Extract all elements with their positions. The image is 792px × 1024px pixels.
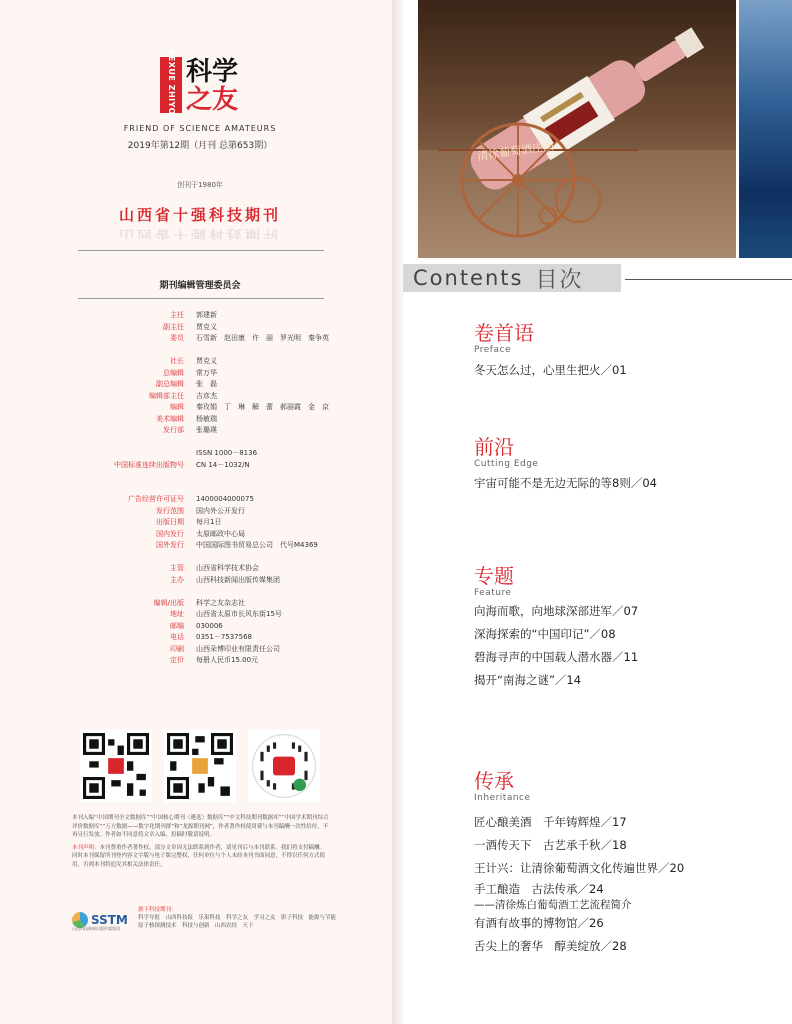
contents-rule xyxy=(625,279,792,280)
qr-code-icon xyxy=(83,733,149,799)
toc-item[interactable]: 匠心酿美酒 千年铸辉煌／17 xyxy=(474,815,627,829)
info-label: 发行范围 xyxy=(156,506,184,515)
info-row xyxy=(60,471,360,483)
info-row xyxy=(60,379,360,391)
info-row xyxy=(60,391,360,403)
page-gutter xyxy=(392,0,404,1024)
info-value: 每月1日 xyxy=(196,518,222,526)
info-row xyxy=(60,345,360,357)
contents-title-zh: 目次 xyxy=(535,267,584,293)
info-row xyxy=(60,586,360,598)
sstm-journals xyxy=(138,906,342,930)
magazine-logo xyxy=(186,58,266,114)
info-value: 1400004000075 xyxy=(196,495,254,503)
info-value: ISSN 1000－8136 xyxy=(196,449,258,457)
section-subtitle: Feature xyxy=(474,588,512,598)
info-label: 主任 xyxy=(170,311,184,319)
info-row xyxy=(60,425,360,437)
info-row xyxy=(60,632,360,644)
info-row xyxy=(60,563,360,575)
info-row xyxy=(60,540,360,552)
info-value: 秦玫娟 丁 琳 解 蕾 郝丽霞 金 京 xyxy=(196,403,329,411)
info-value: 石雪新 赵田康 许 丽 罗光明 秦争英 xyxy=(196,334,329,342)
notice-statement-text: 本刊尊重作者著作权，部分文章因无法联系到作者，请见刊后与本刊联系。我们将支付稿酬。同时本刊保留所刊登内容文字版与电子版完整权，任何单位与个人未经本刊书面同意，不得以任何方式使用，否则本刊将追究其相关法律责任。 xyxy=(72,844,326,868)
toc-item[interactable]: 向海而歌，向地球深部进军／07 xyxy=(474,604,639,618)
section-title: 前沿 xyxy=(474,435,514,459)
info-value: 每册人民币15.00元 xyxy=(196,656,259,664)
toc-item[interactable]: 碧海寻声的中国载人潜水器／11 xyxy=(474,650,639,664)
masthead-panel xyxy=(0,0,392,1024)
info-label: 主办 xyxy=(170,575,184,584)
toc-item[interactable]: 宇宙可能不是无边无际的等8则／04 xyxy=(474,476,657,490)
info-row xyxy=(60,333,360,345)
masthead-info xyxy=(60,310,360,667)
info-value: 常万华 xyxy=(196,368,217,377)
info-row xyxy=(60,448,360,460)
info-label: 邮编 xyxy=(170,621,184,630)
info-row xyxy=(60,460,360,472)
info-label: 国外发行 xyxy=(156,541,184,549)
info-value: 山西科技新闻出版传媒集团 xyxy=(196,575,280,584)
magazine-name-en: FRIEND OF SCIENCE AMATEURS xyxy=(123,124,277,133)
notice-statement-label: 本刊声明： xyxy=(72,844,100,851)
founded-year: 创刊于1980年 xyxy=(177,181,223,189)
info-label: 定价 xyxy=(170,656,184,664)
info-value: 张璐瑛 xyxy=(196,426,217,434)
section-feature xyxy=(474,565,774,692)
section-preface xyxy=(474,322,774,382)
section-subtitle: Preface xyxy=(474,345,511,355)
qr-code-2[interactable] xyxy=(164,730,236,802)
qr-code-icon xyxy=(167,733,233,799)
info-value: 山西省太原市长风东街15号 xyxy=(196,610,282,618)
info-label: 编辑/出版 xyxy=(153,598,184,607)
info-label: 中国标准连续出版物号 xyxy=(114,460,184,469)
info-value: 郭建新 xyxy=(196,311,217,319)
qr-code-1[interactable] xyxy=(80,730,152,802)
section-cutting-edge xyxy=(474,436,774,495)
committee-title: 期刊编辑管理委员会 xyxy=(159,281,241,291)
info-row xyxy=(60,529,360,541)
section-title: 卷首语 xyxy=(474,321,534,345)
info-label: 总编辑 xyxy=(163,368,184,377)
divider xyxy=(78,250,324,251)
info-label: 电话 xyxy=(170,633,184,641)
info-row xyxy=(60,644,360,656)
toc-item[interactable]: 手工酿造 古法传承／24 xyxy=(474,882,604,896)
info-value: CN 14－1032/N xyxy=(196,460,250,469)
info-value: 0351－7537568 xyxy=(196,633,252,641)
toc-item[interactable]: 一酒传天下 古艺承千秋／18 xyxy=(474,838,627,852)
section-title: 传承 xyxy=(474,769,514,793)
issue-number: 2019年第12期（月刊 总第653期） xyxy=(127,141,273,151)
info-value: 山西朵博印业有限责任公司 xyxy=(196,644,280,653)
info-label: 主管 xyxy=(170,564,184,572)
info-label: 副总编辑 xyxy=(156,380,184,388)
info-value: 国内外公开发行 xyxy=(196,506,245,515)
toc-item-subtitle: ——清徐炼白葡萄酒工艺流程简介 xyxy=(474,899,632,911)
toc-item[interactable]: 有酒有故事的博物馆／26 xyxy=(474,916,604,930)
logo-pinyin: KEXUE ZHIYOU xyxy=(166,48,176,122)
section-subtitle: Inheritance xyxy=(474,793,531,803)
logo-line-2: 之友 xyxy=(186,85,239,115)
info-row xyxy=(60,506,360,518)
divider xyxy=(78,298,324,299)
contents-title-en: Contents xyxy=(413,266,524,290)
info-label: 发行部 xyxy=(163,426,184,434)
section-inheritance xyxy=(474,770,774,958)
toc-item[interactable]: 深海探索的“中国印记”／08 xyxy=(474,627,616,641)
sstm-logo-text: SSTM xyxy=(91,913,128,927)
info-row xyxy=(60,517,360,529)
info-label: 广告经营许可证号 xyxy=(128,495,184,503)
toc-item[interactable]: 舌尖上的奢华 醇美绽放／28 xyxy=(474,939,627,953)
award-slogan: 山西省十强科技期刊 xyxy=(118,206,281,224)
info-value: 吉彦杰 xyxy=(196,391,217,400)
section-title: 专题 xyxy=(474,564,514,588)
copyright-notice xyxy=(72,814,330,873)
sstm-journals-label: 旗下科技期刊： xyxy=(138,907,177,913)
info-row xyxy=(60,402,360,414)
info-value: 山西省科学技术协会 xyxy=(196,564,259,572)
toc-item[interactable]: 王计兴：让清徐葡萄酒文化传遍世界／20 xyxy=(474,861,685,875)
info-value: 030006 xyxy=(196,621,223,630)
qr-code-row xyxy=(80,730,320,805)
info-row xyxy=(60,414,360,426)
info-label: 副主任 xyxy=(163,322,184,331)
photo-caption: 清徐葡萄酒庄园 xyxy=(476,139,555,163)
info-row xyxy=(60,655,360,667)
info-row xyxy=(60,368,360,380)
mini-program-code-icon xyxy=(251,733,317,799)
info-label: 国内发行 xyxy=(156,529,184,538)
info-row xyxy=(60,322,360,334)
toc-item[interactable]: 揭开“南海之谜”／14 xyxy=(474,673,582,687)
contents-header xyxy=(403,264,621,292)
info-label: 美术编辑 xyxy=(156,414,184,423)
info-value: 科学之友杂志社 xyxy=(196,598,245,607)
info-row xyxy=(60,437,360,449)
info-label: 编辑部主任 xyxy=(149,391,184,400)
notice-database: 本刊入编“中国期刊全文数据库”“中国核心期刊（遴选）数据库”“中文科技期刊数据库”“中国学术期刊综合评价数据库”“万方数据——数字化期刊群”和“龙源期刊网”，作者著作权使用费与本刊稿酬一次性给付，不再另行发放。作者如不同意将文章入编，投稿时敬请说明。 xyxy=(72,815,329,838)
sstm-subtitle: 山西科技新闻出版传媒集团 xyxy=(72,926,120,931)
notice-statement xyxy=(72,844,330,870)
info-row xyxy=(60,598,360,610)
logo-line-1: 科学 xyxy=(186,57,239,87)
info-row xyxy=(60,494,360,506)
info-label: 社长 xyxy=(170,357,184,365)
info-row xyxy=(60,575,360,587)
info-value: 张 磊 xyxy=(196,380,217,388)
info-row xyxy=(60,552,360,564)
info-label: 编辑 xyxy=(170,403,184,411)
info-value: 贾克义 xyxy=(196,322,217,331)
info-label: 地址 xyxy=(170,610,184,618)
info-value: 太原邮政中心局 xyxy=(196,529,245,538)
info-row xyxy=(60,609,360,621)
wine-bottle-photo xyxy=(418,0,736,258)
ocean-photo xyxy=(739,0,792,258)
info-row xyxy=(60,621,360,633)
magazine-logo-mark xyxy=(160,48,182,122)
toc-item[interactable]: 冬天怎么过，心里生把火／01 xyxy=(474,363,627,377)
info-label: 出版日期 xyxy=(156,518,184,526)
info-value: 中国国际图书贸易总公司 代号M4369 xyxy=(196,541,318,549)
award-slogan-reflection: 山西省十强科技期刊 xyxy=(118,227,281,241)
info-label: 印刷 xyxy=(170,644,184,653)
info-row xyxy=(60,356,360,368)
info-value: 贾克义 xyxy=(196,357,217,365)
info-value: 杨敏瑞 xyxy=(196,414,217,423)
sstm-journals-list: 科学导报 山西科技报 乐果科技 科学之友 学习之友 影子科技 能源与节能 原子核探测技术 科技与创新 山西农经 天下 xyxy=(138,915,342,929)
qr-code-3[interactable] xyxy=(248,730,320,802)
info-label: 委员 xyxy=(170,334,184,342)
section-subtitle: Cutting Edge xyxy=(474,459,539,469)
info-row xyxy=(60,483,360,495)
info-row xyxy=(60,310,360,322)
wine-cart-illustration xyxy=(418,0,736,258)
